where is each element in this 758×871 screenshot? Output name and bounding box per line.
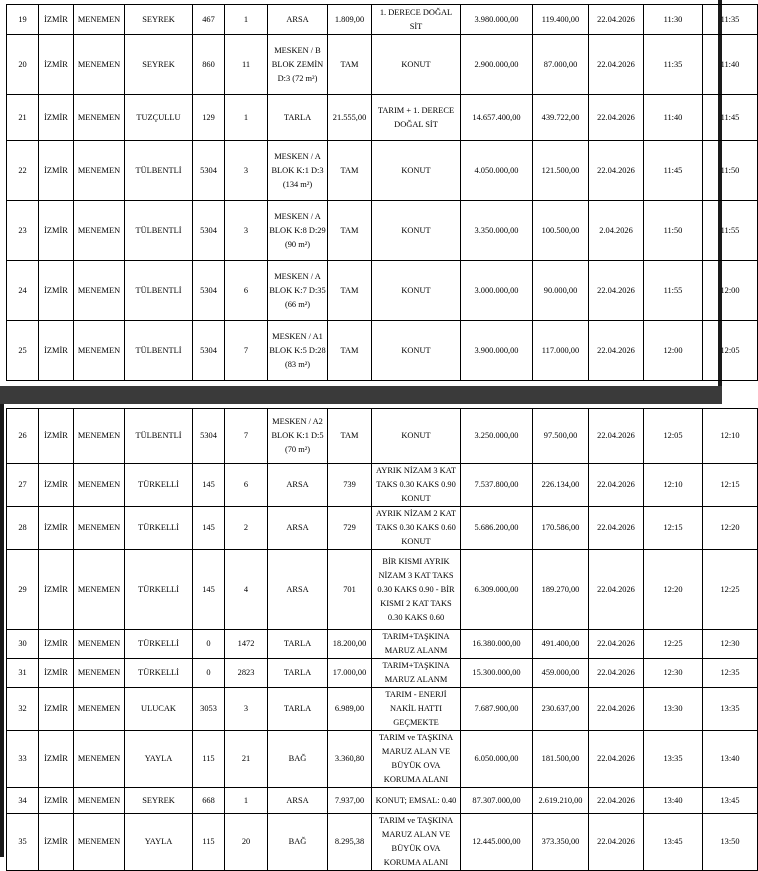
cell-district: MENEMEN (74, 261, 125, 321)
cell-parcel: 1472 (225, 630, 268, 659)
cell-neighborhood: TÜLBENTLİ (125, 321, 193, 381)
cell-zoning-status: AYRIK NİZAM 3 KAT TAKS 0.30 KAKS 0.90 KONUT (372, 464, 461, 507)
cell-row-number: 25 (7, 321, 39, 381)
cell-property-type: ARSA (268, 464, 328, 507)
cell-auction-date: 22.04.2026 (589, 814, 644, 871)
cell-auction-date: 22.04.2026 (589, 630, 644, 659)
cell-auction-date: 22.04.2026 (589, 261, 644, 321)
cell-block: 3053 (193, 688, 225, 731)
cell-area: 3.360,80 (328, 731, 372, 788)
cell-row-number: 24 (7, 261, 39, 321)
cell-deposit: 230.637,00 (533, 688, 589, 731)
cell-estimated-value: 16.380.000,00 (461, 630, 533, 659)
cell-block: 115 (193, 731, 225, 788)
cell-estimated-value: 3.000.000,00 (461, 261, 533, 321)
cell-area: 18.200,00 (328, 630, 372, 659)
cell-end-time: 12:05 (703, 321, 758, 381)
cell-start-time: 12:30 (644, 659, 703, 688)
cell-estimated-value: 12.445.000,00 (461, 814, 533, 871)
cell-row-number: 23 (7, 201, 39, 261)
cell-parcel: 7 (225, 409, 268, 464)
cell-property-type: MESKEN / A2 BLOK K:1 D:5 (70 m²) (268, 409, 328, 464)
cell-block: 129 (193, 95, 225, 141)
cell-start-time: 12:10 (644, 464, 703, 507)
cell-zoning-status: TARIM ve TAŞKINA MARUZ ALAN VE BÜYÜK OVA KORUMA ALANI (372, 731, 461, 788)
cell-area: TAM (328, 35, 372, 95)
cell-start-time: 11:55 (644, 261, 703, 321)
cell-end-time: 11:35 (703, 5, 758, 35)
cell-district: MENEMEN (74, 464, 125, 507)
cell-estimated-value: 2.900.000,00 (461, 35, 533, 95)
cell-district: MENEMEN (74, 688, 125, 731)
cell-neighborhood: TÜLBENTLİ (125, 409, 193, 464)
cell-deposit: 87.000,00 (533, 35, 589, 95)
cell-district: MENEMEN (74, 659, 125, 688)
cell-zoning-status: KONUT; EMSAL: 0.40 (372, 788, 461, 814)
cell-property-type: ARSA (268, 5, 328, 35)
cell-row-number: 33 (7, 731, 39, 788)
cell-property-type: TARLA (268, 688, 328, 731)
cell-start-time: 12:20 (644, 550, 703, 630)
page-separator (0, 386, 722, 404)
cell-row-number: 27 (7, 464, 39, 507)
cell-area: 729 (328, 507, 372, 550)
cell-neighborhood: TÜRKELLİ (125, 550, 193, 630)
cell-area: 701 (328, 550, 372, 630)
cell-property-type: BAĞ (268, 814, 328, 871)
cell-neighborhood: SEYREK (125, 5, 193, 35)
cell-row-number: 30 (7, 630, 39, 659)
cell-property-type: TARLA (268, 95, 328, 141)
cell-estimated-value: 5.686.200,00 (461, 507, 533, 550)
cell-block: 5304 (193, 409, 225, 464)
cell-property-type: MESKEN / A BLOK K:8 D:29 (90 m²) (268, 201, 328, 261)
cell-end-time: 12:30 (703, 630, 758, 659)
cell-zoning-status: KONUT (372, 201, 461, 261)
cell-deposit: 121.500,00 (533, 141, 589, 201)
cell-row-number: 21 (7, 95, 39, 141)
cell-estimated-value: 7.537.800,00 (461, 464, 533, 507)
cell-deposit: 97.500,00 (533, 409, 589, 464)
cell-district: MENEMEN (74, 507, 125, 550)
cell-start-time: 11:45 (644, 141, 703, 201)
cell-zoning-status: AYRIK NİZAM 2 KAT TAKS 0.30 KAKS 0.60 KONUT (372, 507, 461, 550)
document-page-1 (0, 0, 740, 386)
cell-province: İZMİR (39, 95, 74, 141)
cell-end-time: 13:45 (703, 788, 758, 814)
cell-end-time: 12:35 (703, 659, 758, 688)
auction-table-page-2 (6, 408, 758, 871)
cell-parcel: 20 (225, 814, 268, 871)
cell-block: 145 (193, 464, 225, 507)
cell-estimated-value: 15.300.000,00 (461, 659, 533, 688)
cell-auction-date: 22.04.2026 (589, 507, 644, 550)
cell-block: 5304 (193, 321, 225, 381)
cell-province: İZMİR (39, 507, 74, 550)
cell-zoning-status: KONUT (372, 261, 461, 321)
table-row (7, 261, 758, 321)
cell-deposit: 181.500,00 (533, 731, 589, 788)
cell-area: 8.295,38 (328, 814, 372, 871)
cell-block: 467 (193, 5, 225, 35)
cell-block: 668 (193, 788, 225, 814)
cell-district: MENEMEN (74, 35, 125, 95)
cell-zoning-status: 1. DERECE DOĞAL SİT (372, 5, 461, 35)
cell-deposit: 2.619.210,00 (533, 788, 589, 814)
cell-area: TAM (328, 141, 372, 201)
cell-block: 5304 (193, 261, 225, 321)
cell-zoning-status: TARIM+TAŞKINA MARUZ ALANM (372, 630, 461, 659)
table-row (7, 321, 758, 381)
cell-block: 5304 (193, 201, 225, 261)
cell-neighborhood: SEYREK (125, 35, 193, 95)
cell-province: İZMİR (39, 5, 74, 35)
cell-deposit: 373.350,00 (533, 814, 589, 871)
cell-property-type: MESKEN / B BLOK ZEMİN D:3 (72 m²) (268, 35, 328, 95)
cell-block: 145 (193, 507, 225, 550)
table-row (7, 141, 758, 201)
cell-start-time: 12:00 (644, 321, 703, 381)
cell-area: TAM (328, 201, 372, 261)
cell-province: İZMİR (39, 550, 74, 630)
cell-neighborhood: TUZÇULLU (125, 95, 193, 141)
cell-neighborhood: TÜLBENTLİ (125, 261, 193, 321)
cell-province: İZMİR (39, 731, 74, 788)
cell-end-time: 12:10 (703, 409, 758, 464)
cell-property-type: ARSA (268, 550, 328, 630)
cell-district: MENEMEN (74, 321, 125, 381)
cell-neighborhood: TÜRKELLİ (125, 630, 193, 659)
cell-auction-date: 22.04.2026 (589, 550, 644, 630)
table-row (7, 464, 758, 507)
cell-province: İZMİR (39, 630, 74, 659)
cell-zoning-status: BİR KISMI AYRIK NİZAM 3 KAT TAKS 0.30 KAKS 0.90 - BİR KISMI 2 KAT TAKS 0.30 KAKS 0.60 (372, 550, 461, 630)
cell-property-type: BAĞ (268, 731, 328, 788)
cell-end-time: 11:45 (703, 95, 758, 141)
cell-row-number: 31 (7, 659, 39, 688)
cell-property-type: TARLA (268, 659, 328, 688)
cell-property-type: MESKEN / A BLOK K:7 D:35 (66 m²) (268, 261, 328, 321)
table-row (7, 688, 758, 731)
cell-end-time: 11:40 (703, 35, 758, 95)
cell-zoning-status: KONUT (372, 321, 461, 381)
cell-district: MENEMEN (74, 141, 125, 201)
cell-auction-date: 22.04.2026 (589, 5, 644, 35)
cell-deposit: 439.722,00 (533, 95, 589, 141)
cell-start-time: 13:45 (644, 814, 703, 871)
cell-auction-date: 22.04.2026 (589, 35, 644, 95)
table-row (7, 630, 758, 659)
cell-end-time: 12:00 (703, 261, 758, 321)
cell-neighborhood: YAYLA (125, 731, 193, 788)
document-page-2 (0, 404, 740, 867)
cell-estimated-value: 3.250.000,00 (461, 409, 533, 464)
cell-auction-date: 22.04.2026 (589, 321, 644, 381)
cell-zoning-status: TARIM + 1. DERECE DOĞAL SİT (372, 95, 461, 141)
cell-zoning-status: TARIM ve TAŞKINA MARUZ ALAN VE BÜYÜK OVA KORUMA ALANI (372, 814, 461, 871)
cell-parcel: 4 (225, 550, 268, 630)
cell-auction-date: 22.04.2026 (589, 688, 644, 731)
table-row (7, 788, 758, 814)
cell-province: İZMİR (39, 201, 74, 261)
cell-area: 17.000,00 (328, 659, 372, 688)
cell-row-number: 29 (7, 550, 39, 630)
cell-district: MENEMEN (74, 731, 125, 788)
cell-parcel: 6 (225, 261, 268, 321)
cell-parcel: 2 (225, 507, 268, 550)
cell-neighborhood: YAYLA (125, 814, 193, 871)
cell-property-type: ARSA (268, 507, 328, 550)
table-row (7, 659, 758, 688)
cell-end-time: 13:50 (703, 814, 758, 871)
cell-block: 0 (193, 630, 225, 659)
cell-start-time: 11:50 (644, 201, 703, 261)
cell-neighborhood: ULUCAK (125, 688, 193, 731)
cell-province: İZMİR (39, 814, 74, 871)
cell-neighborhood: TÜLBENTLİ (125, 141, 193, 201)
cell-end-time: 13:40 (703, 731, 758, 788)
cell-row-number: 19 (7, 5, 39, 35)
cell-end-time: 11:55 (703, 201, 758, 261)
cell-estimated-value: 4.050.000,00 (461, 141, 533, 201)
table-row (7, 731, 758, 788)
cell-parcel: 2823 (225, 659, 268, 688)
cell-deposit: 459.000,00 (533, 659, 589, 688)
cell-property-type: TARLA (268, 630, 328, 659)
auction-table-page-1 (6, 4, 758, 381)
cell-parcel: 6 (225, 464, 268, 507)
cell-start-time: 12:05 (644, 409, 703, 464)
cell-deposit: 117.000,00 (533, 321, 589, 381)
cell-row-number: 20 (7, 35, 39, 95)
table-row (7, 814, 758, 871)
cell-start-time: 11:40 (644, 95, 703, 141)
cell-district: MENEMEN (74, 5, 125, 35)
cell-district: MENEMEN (74, 95, 125, 141)
cell-area: 1.809,00 (328, 5, 372, 35)
cell-estimated-value: 6.050.000,00 (461, 731, 533, 788)
cell-neighborhood: TÜRKELLİ (125, 659, 193, 688)
cell-area: 7.937,00 (328, 788, 372, 814)
cell-zoning-status: TARIM - ENERJİ NAKİL HATTI GEÇMEKTE (372, 688, 461, 731)
cell-parcel: 3 (225, 201, 268, 261)
cell-area: TAM (328, 409, 372, 464)
cell-block: 0 (193, 659, 225, 688)
cell-start-time: 11:30 (644, 5, 703, 35)
cell-auction-date: 2.04.2026 (589, 201, 644, 261)
cell-area: 6.989,00 (328, 688, 372, 731)
cell-parcel: 21 (225, 731, 268, 788)
cell-district: MENEMEN (74, 814, 125, 871)
cell-block: 860 (193, 35, 225, 95)
cell-province: İZMİR (39, 261, 74, 321)
cell-zoning-status: KONUT (372, 35, 461, 95)
cell-parcel: 1 (225, 95, 268, 141)
cell-start-time: 12:25 (644, 630, 703, 659)
cell-area: TAM (328, 261, 372, 321)
cell-estimated-value: 14.657.400,00 (461, 95, 533, 141)
cell-district: MENEMEN (74, 201, 125, 261)
table-row (7, 35, 758, 95)
cell-auction-date: 22.04.2026 (589, 141, 644, 201)
table-row (7, 5, 758, 35)
cell-auction-date: 22.04.2026 (589, 409, 644, 464)
cell-area: 739 (328, 464, 372, 507)
cell-block: 5304 (193, 141, 225, 201)
cell-province: İZMİR (39, 788, 74, 814)
cell-parcel: 3 (225, 688, 268, 731)
cell-deposit: 226.134,00 (533, 464, 589, 507)
cell-zoning-status: KONUT (372, 409, 461, 464)
cell-deposit: 90.000,00 (533, 261, 589, 321)
cell-deposit: 491.400,00 (533, 630, 589, 659)
cell-row-number: 26 (7, 409, 39, 464)
cell-district: MENEMEN (74, 788, 125, 814)
cell-deposit: 189.270,00 (533, 550, 589, 630)
cell-block: 145 (193, 550, 225, 630)
cell-area: TAM (328, 321, 372, 381)
cell-estimated-value: 3.900.000,00 (461, 321, 533, 381)
cell-row-number: 28 (7, 507, 39, 550)
cell-deposit: 170.586,00 (533, 507, 589, 550)
cell-estimated-value: 6.309.000,00 (461, 550, 533, 630)
cell-end-time: 12:15 (703, 464, 758, 507)
cell-auction-date: 22.04.2026 (589, 731, 644, 788)
cell-district: MENEMEN (74, 409, 125, 464)
cell-start-time: 13:30 (644, 688, 703, 731)
table-row (7, 95, 758, 141)
cell-start-time: 13:40 (644, 788, 703, 814)
cell-parcel: 3 (225, 141, 268, 201)
cell-property-type: MESKEN / A1 BLOK K:5 D:28 (83 m²) (268, 321, 328, 381)
table-row (7, 550, 758, 630)
cell-block: 115 (193, 814, 225, 871)
cell-province: İZMİR (39, 409, 74, 464)
cell-neighborhood: TÜRKELLİ (125, 507, 193, 550)
cell-row-number: 35 (7, 814, 39, 871)
cell-end-time: 12:25 (703, 550, 758, 630)
cell-property-type: MESKEN / A BLOK K:1 D:3 (134 m²) (268, 141, 328, 201)
table-row (7, 409, 758, 464)
cell-end-time: 11:50 (703, 141, 758, 201)
cell-auction-date: 22.04.2026 (589, 788, 644, 814)
cell-zoning-status: KONUT (372, 141, 461, 201)
cell-neighborhood: TÜRKELLİ (125, 464, 193, 507)
cell-row-number: 22 (7, 141, 39, 201)
cell-start-time: 11:35 (644, 35, 703, 95)
cell-province: İZMİR (39, 659, 74, 688)
cell-auction-date: 22.04.2026 (589, 659, 644, 688)
cell-deposit: 119.400,00 (533, 5, 589, 35)
cell-end-time: 12:20 (703, 507, 758, 550)
cell-property-type: ARSA (268, 788, 328, 814)
cell-estimated-value: 7.687.900,00 (461, 688, 533, 731)
cell-zoning-status: TARIM+TAŞKINA MARUZ ALANM (372, 659, 461, 688)
cell-parcel: 11 (225, 35, 268, 95)
cell-neighborhood: TÜLBENTLİ (125, 201, 193, 261)
cell-province: İZMİR (39, 141, 74, 201)
cell-estimated-value: 3.350.000,00 (461, 201, 533, 261)
cell-area: 21.555,00 (328, 95, 372, 141)
cell-district: MENEMEN (74, 550, 125, 630)
cell-neighborhood: SEYREK (125, 788, 193, 814)
cell-start-time: 12:15 (644, 507, 703, 550)
cell-estimated-value: 87.307.000,00 (461, 788, 533, 814)
cell-province: İZMİR (39, 464, 74, 507)
cell-end-time: 13:35 (703, 688, 758, 731)
cell-province: İZMİR (39, 688, 74, 731)
cell-auction-date: 22.04.2026 (589, 95, 644, 141)
cell-estimated-value: 3.980.000,00 (461, 5, 533, 35)
cell-row-number: 34 (7, 788, 39, 814)
cell-province: İZMİR (39, 35, 74, 95)
table-row (7, 507, 758, 550)
cell-parcel: 1 (225, 788, 268, 814)
cell-auction-date: 22.04.2026 (589, 464, 644, 507)
cell-parcel: 1 (225, 5, 268, 35)
cell-row-number: 32 (7, 688, 39, 731)
cell-start-time: 13:35 (644, 731, 703, 788)
table-row (7, 201, 758, 261)
cell-province: İZMİR (39, 321, 74, 381)
cell-parcel: 7 (225, 321, 268, 381)
cell-district: MENEMEN (74, 630, 125, 659)
cell-deposit: 100.500,00 (533, 201, 589, 261)
